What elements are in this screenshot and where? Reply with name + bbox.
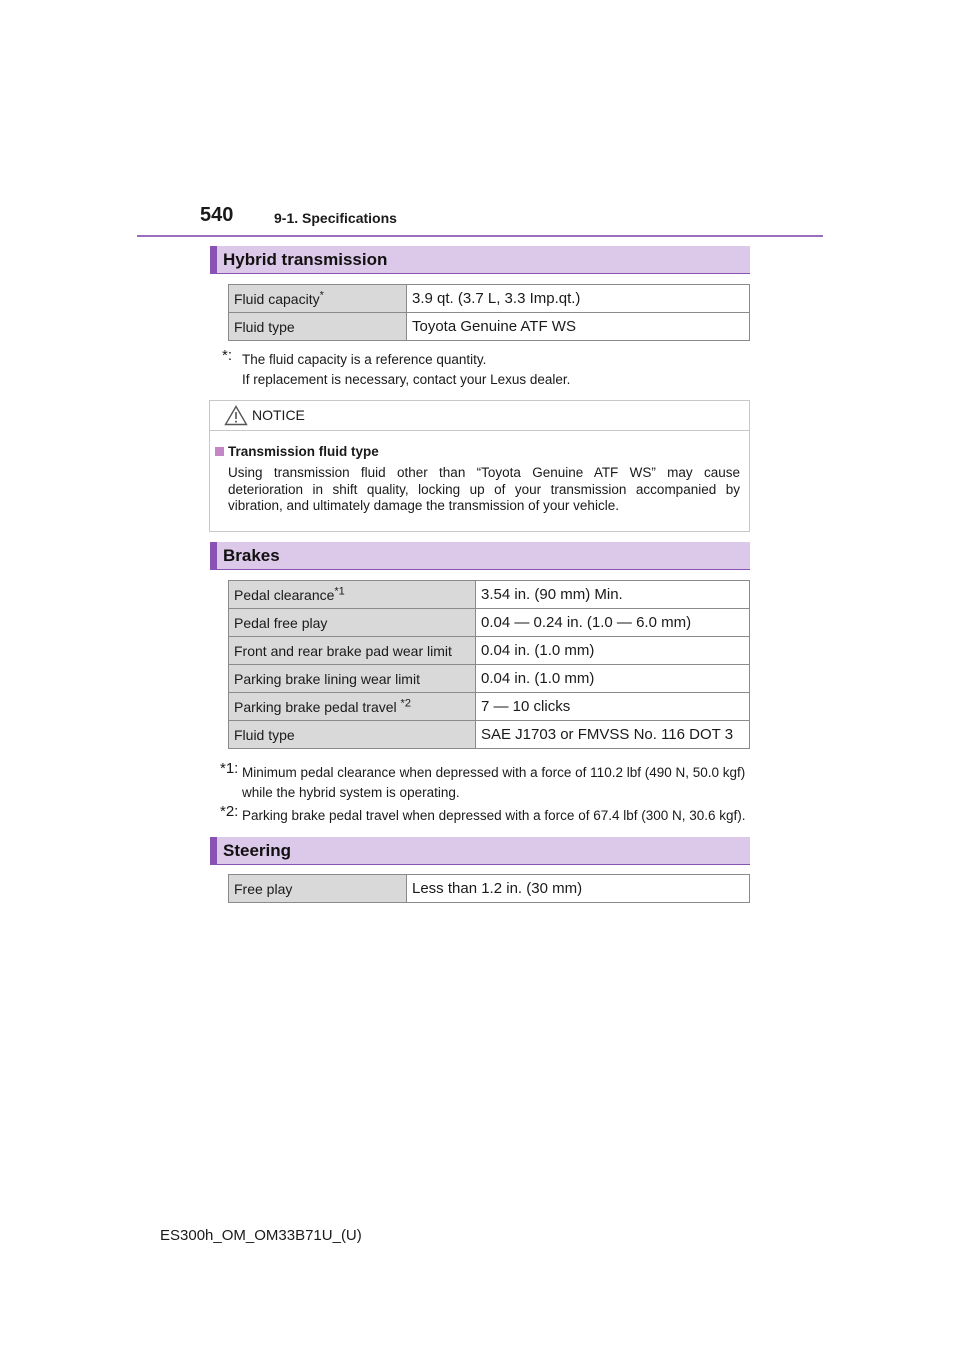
table-row bbox=[229, 721, 750, 749]
brakes-heading: Brakes bbox=[210, 542, 750, 570]
row-value: SAE J1703 or FMVSS No. 116 DOT 3 bbox=[476, 721, 750, 749]
table-row bbox=[229, 581, 750, 609]
hybrid-transmission-heading: Hybrid transmission bbox=[210, 246, 750, 274]
page-number: 540 bbox=[200, 204, 234, 226]
table-row bbox=[229, 875, 750, 903]
table-row bbox=[229, 285, 750, 313]
footnote: *2: Parking brake pedal travel when depressed with a force of 67.4 lbf (300 N, 30.6 kgf). bbox=[220, 803, 746, 823]
row-label: Front and rear brake pad wear limit bbox=[229, 637, 476, 665]
row-value: 3.9 qt. (3.7 L, 3.3 Imp.qt.) bbox=[407, 285, 750, 313]
square-bullet-icon bbox=[215, 447, 224, 456]
document-id: ES300h_OM_OM33B71U_(U) bbox=[160, 1227, 362, 1244]
table-row bbox=[229, 313, 750, 341]
section-title: 9-1. Specifications bbox=[274, 210, 397, 226]
row-label: Parking brake lining wear limit bbox=[229, 665, 476, 693]
brakes-table bbox=[228, 580, 750, 749]
row-label: Pedal free play bbox=[229, 609, 476, 637]
footnote: *: The fluid capacity is a reference quantity. If replacement is necessary, contact your Lexus dealer. bbox=[222, 347, 571, 387]
row-value: 0.04 in. (1.0 mm) bbox=[476, 637, 750, 665]
notice-header bbox=[210, 401, 749, 431]
row-value: 3.54 in. (90 mm) Min. bbox=[476, 581, 750, 609]
notice-body: Using transmission fluid other than “Toyota Genuine ATF WS” may cause deterioration in shift quality, locking up of your transmission accompanied by vibration, and ultimately damage the transmission of your vehicle. bbox=[228, 465, 740, 513]
table-row bbox=[229, 693, 750, 721]
row-value: 0.04 — 0.24 in. (1.0 — 6.0 mm) bbox=[476, 609, 750, 637]
row-label: Fluid type bbox=[229, 313, 407, 341]
row-value: 7 — 10 clicks bbox=[476, 693, 750, 721]
page-header bbox=[137, 204, 823, 237]
notice-subtitle: Transmission fluid type bbox=[215, 444, 379, 459]
notice-box bbox=[209, 400, 750, 532]
row-label: Parking brake pedal travel $^{*2}$ bbox=[229, 693, 476, 721]
hybrid-transmission-table bbox=[228, 284, 750, 341]
row-label: Fluid type bbox=[229, 721, 476, 749]
warning-triangle-icon bbox=[224, 405, 248, 426]
row-value: Less than 1.2 in. (30 mm) bbox=[407, 875, 750, 903]
table-row bbox=[229, 665, 750, 693]
table-row bbox=[229, 637, 750, 665]
row-value: 0.04 in. (1.0 mm) bbox=[476, 665, 750, 693]
row-label: Pedal clearance$^{*1}$ bbox=[229, 581, 476, 609]
row-label: Fluid capacity* bbox=[229, 285, 407, 313]
table-row bbox=[229, 609, 750, 637]
row-value: Toyota Genuine ATF WS bbox=[407, 313, 750, 341]
steering-heading: Steering bbox=[210, 837, 750, 865]
steering-table bbox=[228, 874, 750, 903]
notice-label: NOTICE bbox=[252, 407, 305, 423]
footnote: *1: Minimum pedal clearance when depressed with a force of 110.2 lbf (490 N, 50.0 kgf) while the hybrid system is operating. bbox=[220, 760, 746, 800]
row-label: Free play bbox=[229, 875, 407, 903]
